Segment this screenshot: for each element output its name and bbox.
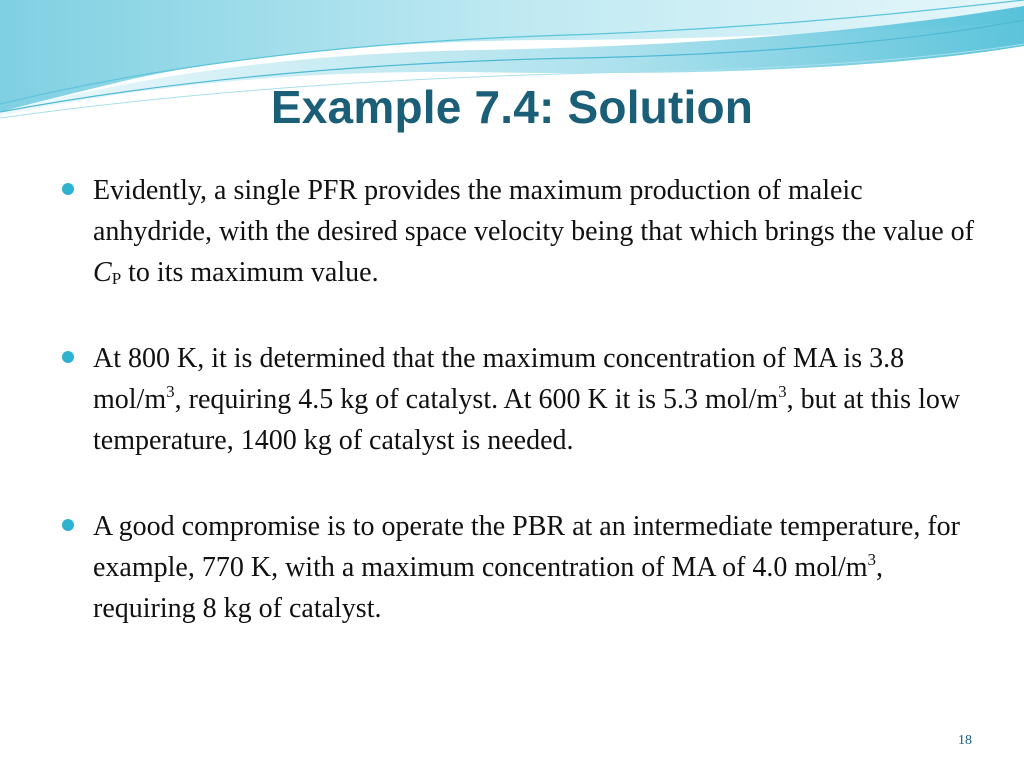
bullet-2-superscript-1: 3 — [166, 382, 175, 401]
bullet-dot-icon — [62, 519, 74, 531]
bullet-item-3 — [62, 506, 987, 629]
bullet-1-variable: C — [93, 257, 112, 288]
bullet-list — [62, 170, 987, 629]
bullet-2-text-a: At 800 K, it is determined that the maximum concentration of MA is 3.8 mol/m — [93, 343, 905, 415]
bullet-1-subscript: P — [111, 269, 122, 288]
bullet-2-text-c: , but at this low temperature, 1400 kg of catalyst is needed. — [93, 384, 961, 456]
slide-title: Example 7.4: Solution — [270, 81, 754, 133]
bullet-1-text-b: to its maximum value. — [121, 257, 379, 288]
bullet-dot-icon — [62, 183, 74, 195]
bullet-dot-icon — [62, 351, 74, 363]
bullet-2-text-b: , requiring 4.5 kg of catalyst. At 600 K it is 5.3 mol/m — [174, 384, 779, 415]
bullet-item-2 — [62, 338, 987, 461]
bullet-2-superscript-2: 3 — [778, 382, 787, 401]
bullet-item-1 — [62, 170, 987, 293]
bullet-1-text-a: Evidently, a single PFR provides the maximum production of maleic anhydride, with the desired space velocity being that which brings the value of — [93, 175, 974, 247]
bullet-3-text-b: , requiring 8 kg of catalyst. — [93, 552, 884, 624]
bullet-3-superscript: 3 — [867, 550, 877, 569]
page-number: 18 — [958, 733, 972, 748]
bullet-3-text-a: A good compromise is to operate the PBR at an intermediate temperature, for example, 770 K, with a maximum concentration of MA of 4.0 mol/m — [93, 511, 960, 583]
